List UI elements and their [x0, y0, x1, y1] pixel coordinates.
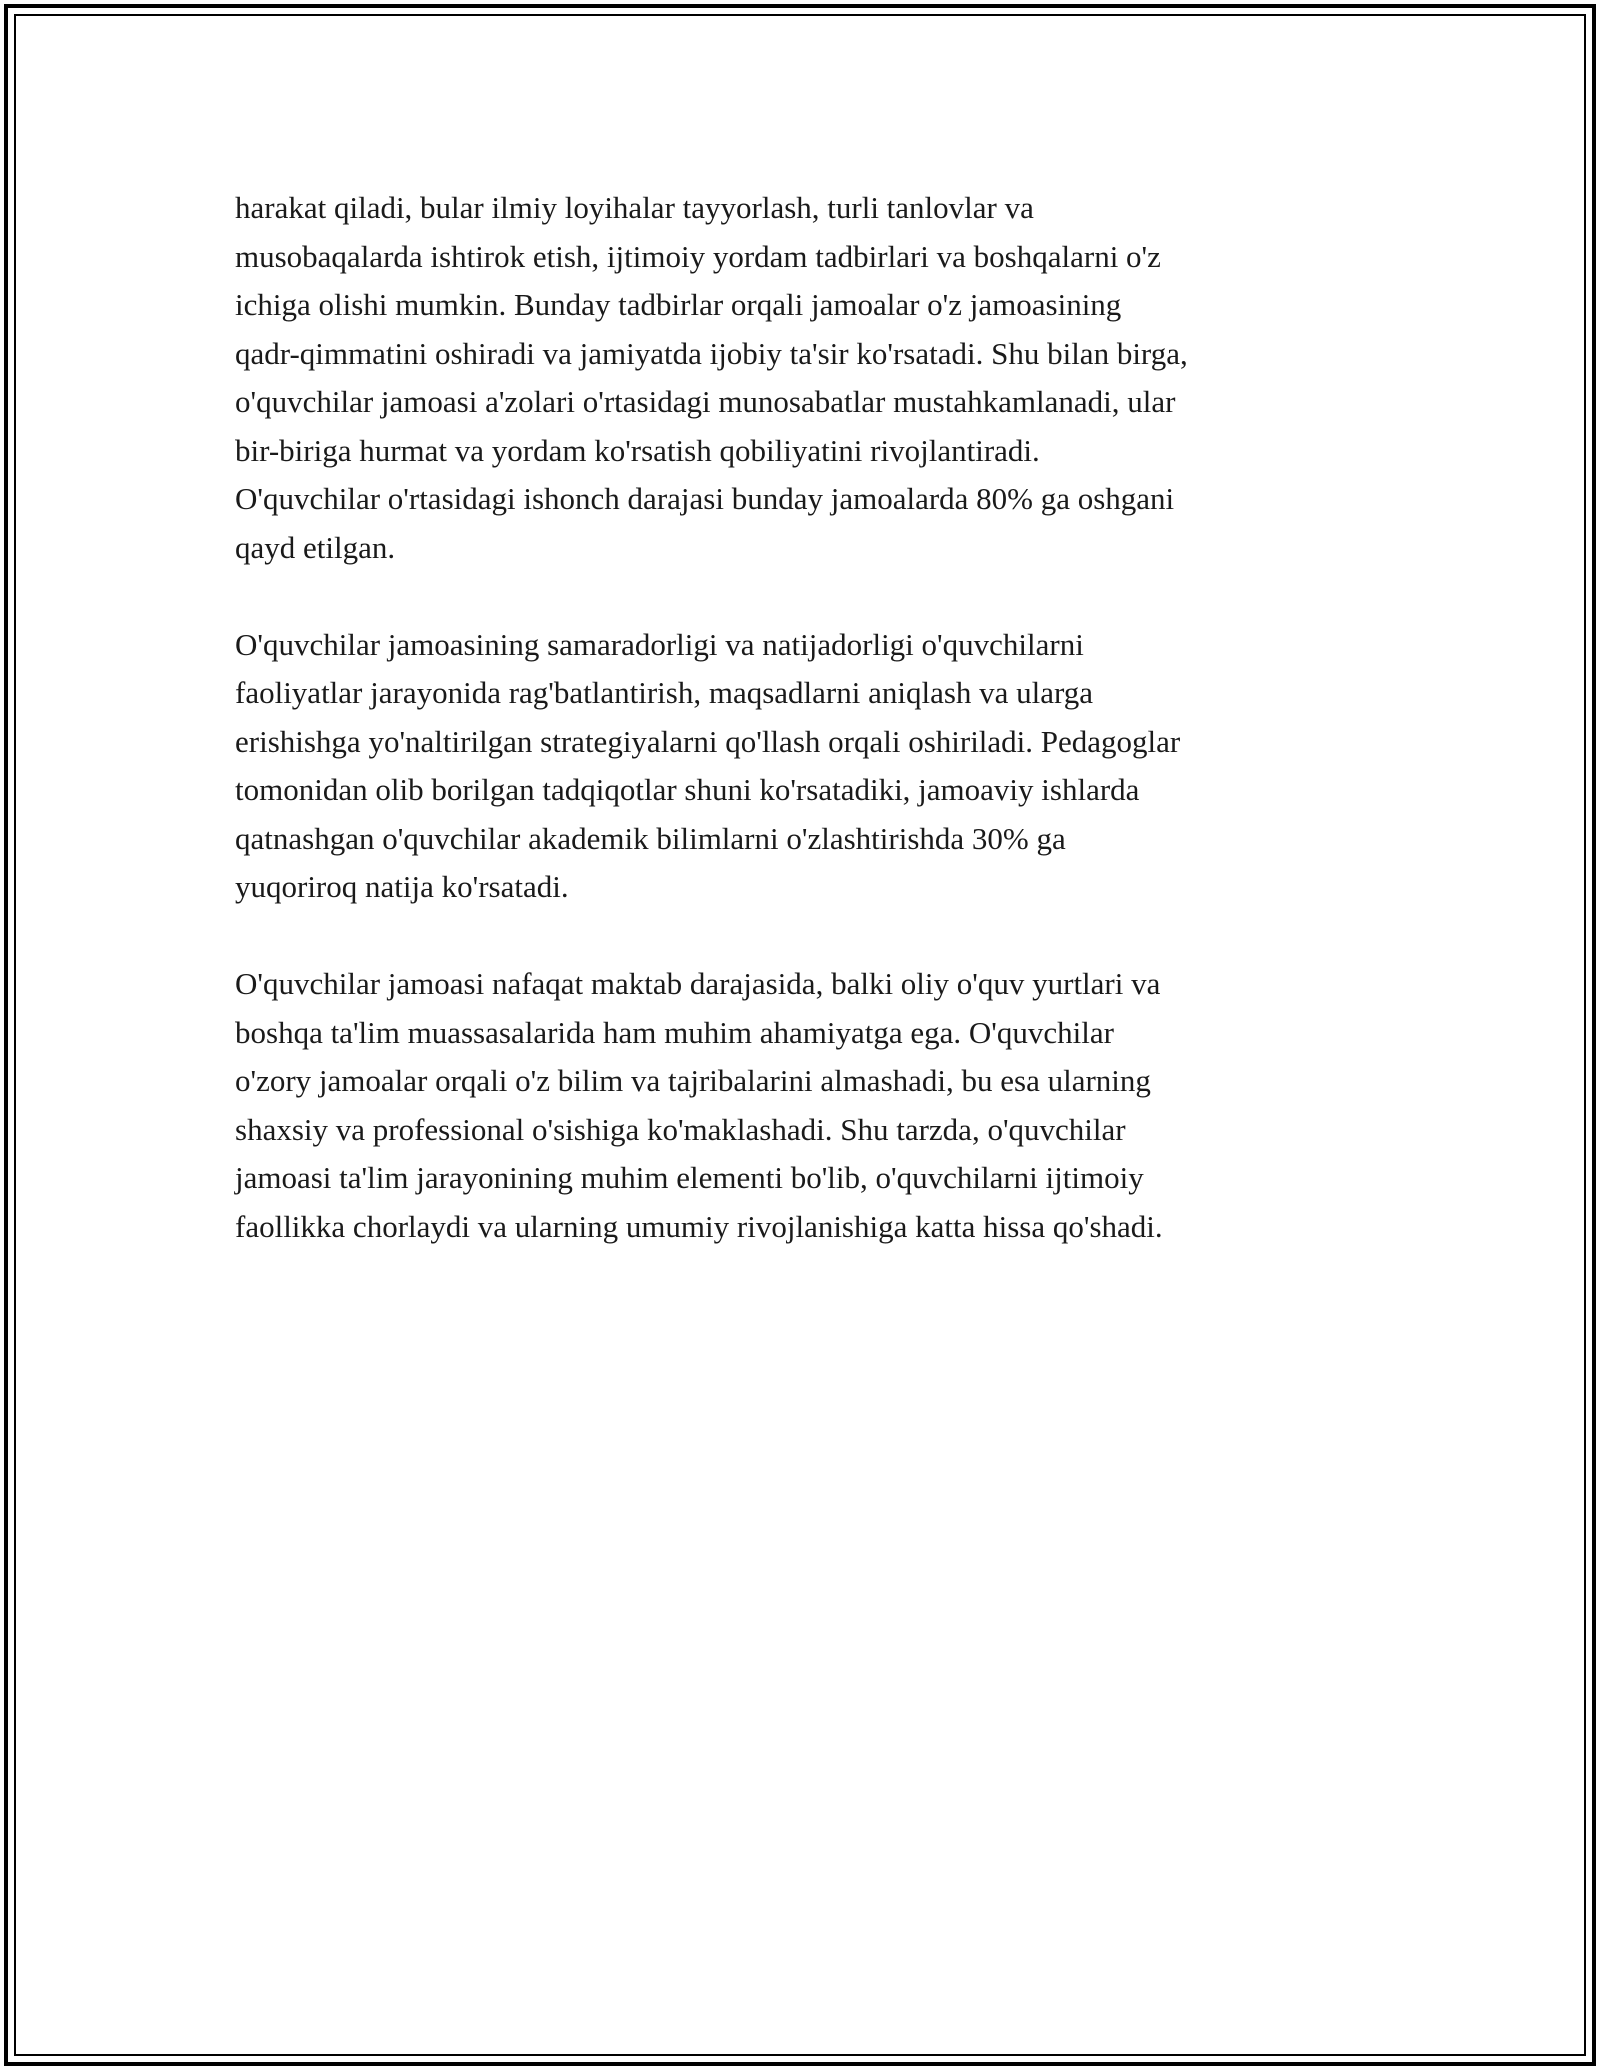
text-line: boshqa ta'lim muassasalarida ham muhim ahamiyatga ega. O'quvchilar [235, 1014, 1114, 1050]
document-body [235, 184, 1375, 1300]
text-line: faollikka chorlaydi va ularning umumiy rivojlanishiga katta hissa qo'shadi. [235, 1208, 1163, 1244]
text-line: harakat qiladi, bular ilmiy loyihalar tayyorlash, turli tanlovlar va [235, 190, 1034, 225]
text-line: bir-biriga hurmat va yordam ko'rsatish qobiliyatini rivojlantiradi. [235, 432, 1040, 468]
text-line: jamoasi ta'lim jarayonining muhim elementi bo'lib, o'quvchilarni ijtimoiy [235, 1160, 1144, 1195]
paragraph-3 [235, 960, 1375, 1251]
text-line: o'quvchilar jamoasi a'zolari o'rtasidagi munosabatlar mustahkamlanadi, ular [235, 384, 1176, 419]
text-line: tomonidan olib borilgan tadqiqotlar shuni ko'rsatadiki, jamoaviy ishlarda [235, 772, 1140, 807]
text-line: ichiga olishi mumkin. Bunday tadbirlar orqali jamoalar o'z jamoasining [235, 287, 1122, 322]
text-line: o'zory jamoalar orqali o'z bilim va tajribalarini almashadi, bu esa ularning [235, 1063, 1151, 1098]
text-line: faoliyatlar jarayonida rag'batlantirish, maqsadlarni aniqlash va ularga [235, 675, 1094, 710]
text-line: musobaqalarda ishtirok etish, ijtimoiy yordam tadbirlari va boshqalarni o'z [235, 238, 1161, 274]
text-line: O'quvchilar jamoasining samaradorligi va natijadorligi o'quvchilarni [235, 626, 1084, 662]
text-line: O'quvchilar o'rtasidagi ishonch darajasi bunday jamoalarda 80% ga oshgani [235, 481, 1175, 516]
text-line: yuqoriroq natija ko'rsatadi. [235, 869, 569, 904]
paragraph-2 [235, 621, 1375, 912]
text-line: O'quvchilar jamoasi nafaqat maktab darajasida, balki oliy o'quv yurtlari va [235, 966, 1161, 1001]
text-line: shaxsiy va professional o'sishiga ko'maklashadi. Shu tarzda, o'quvchilar [235, 1111, 1126, 1147]
text-line: qatnashgan o'quvchilar akademik bilimlarni o'zlashtirishda 30% ga [235, 820, 1066, 856]
paragraph-1 [235, 184, 1375, 572]
text-line: erishishga yo'naltirilgan strategiyalarni qo'llash orqali oshiriladi. Pedagoglar [235, 723, 1181, 759]
text-line: qadr-qimmatini oshiradi va jamiyatda ijobiy ta'sir ko'rsatadi. Shu bilan birga, [235, 335, 1188, 371]
text-line: qayd etilgan. [235, 529, 396, 565]
